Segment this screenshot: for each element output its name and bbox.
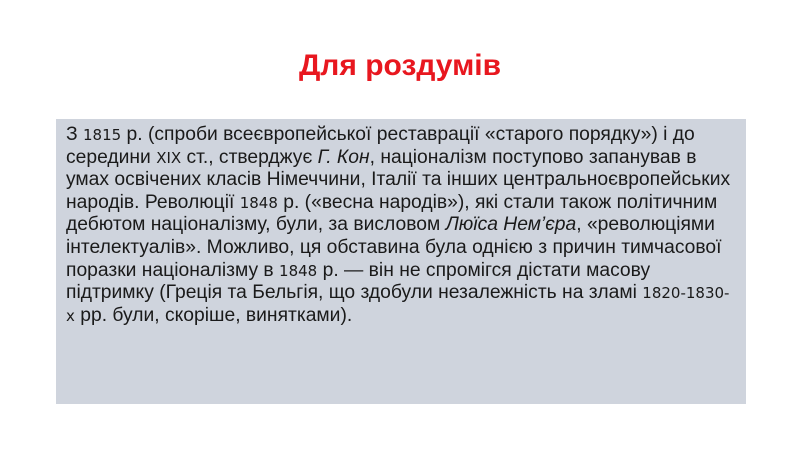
text-run: , «революціями інтелектуалів». Можливо, ця обставина була однією з причин тимчасової поразки націоналізму в [66,214,722,281]
text-run: рр. були, скоріше, винятками). [74,304,353,326]
text-run: р. («весна народів»), які стали також політичним дебютом націоналізму, були, за висловом [66,191,718,236]
text-run: З [66,124,84,145]
year-1848: 1848 [239,193,278,212]
author-kon: Г. Кон [317,146,370,168]
text-run: р. (спроби всеєвропейської реставрації «старого порядку») і до середини [66,124,695,168]
year-1815: 1815 [83,126,122,144]
content-paragraph [66,124,736,327]
years-1820-1830: 1820-1830-х [66,284,730,325]
author-namier: Люїса Нем’єра [445,214,577,236]
slide-title: Для роздумів [298,49,502,82]
text-run: р. — він не спромігся дістати масову підтримку (Греція та Бельгія, що здобули незалежність на зламі [66,259,651,304]
year-1848: 1848 [279,261,318,280]
text-run: , націоналізм поступово запанував в умах освічених класів Німеччини, Італії та інших центральноєвропейських народів. Революції [66,146,731,213]
text-run: ст., стверджує [181,146,318,168]
content-box [56,119,746,404]
century-xix: XIX [156,148,182,167]
